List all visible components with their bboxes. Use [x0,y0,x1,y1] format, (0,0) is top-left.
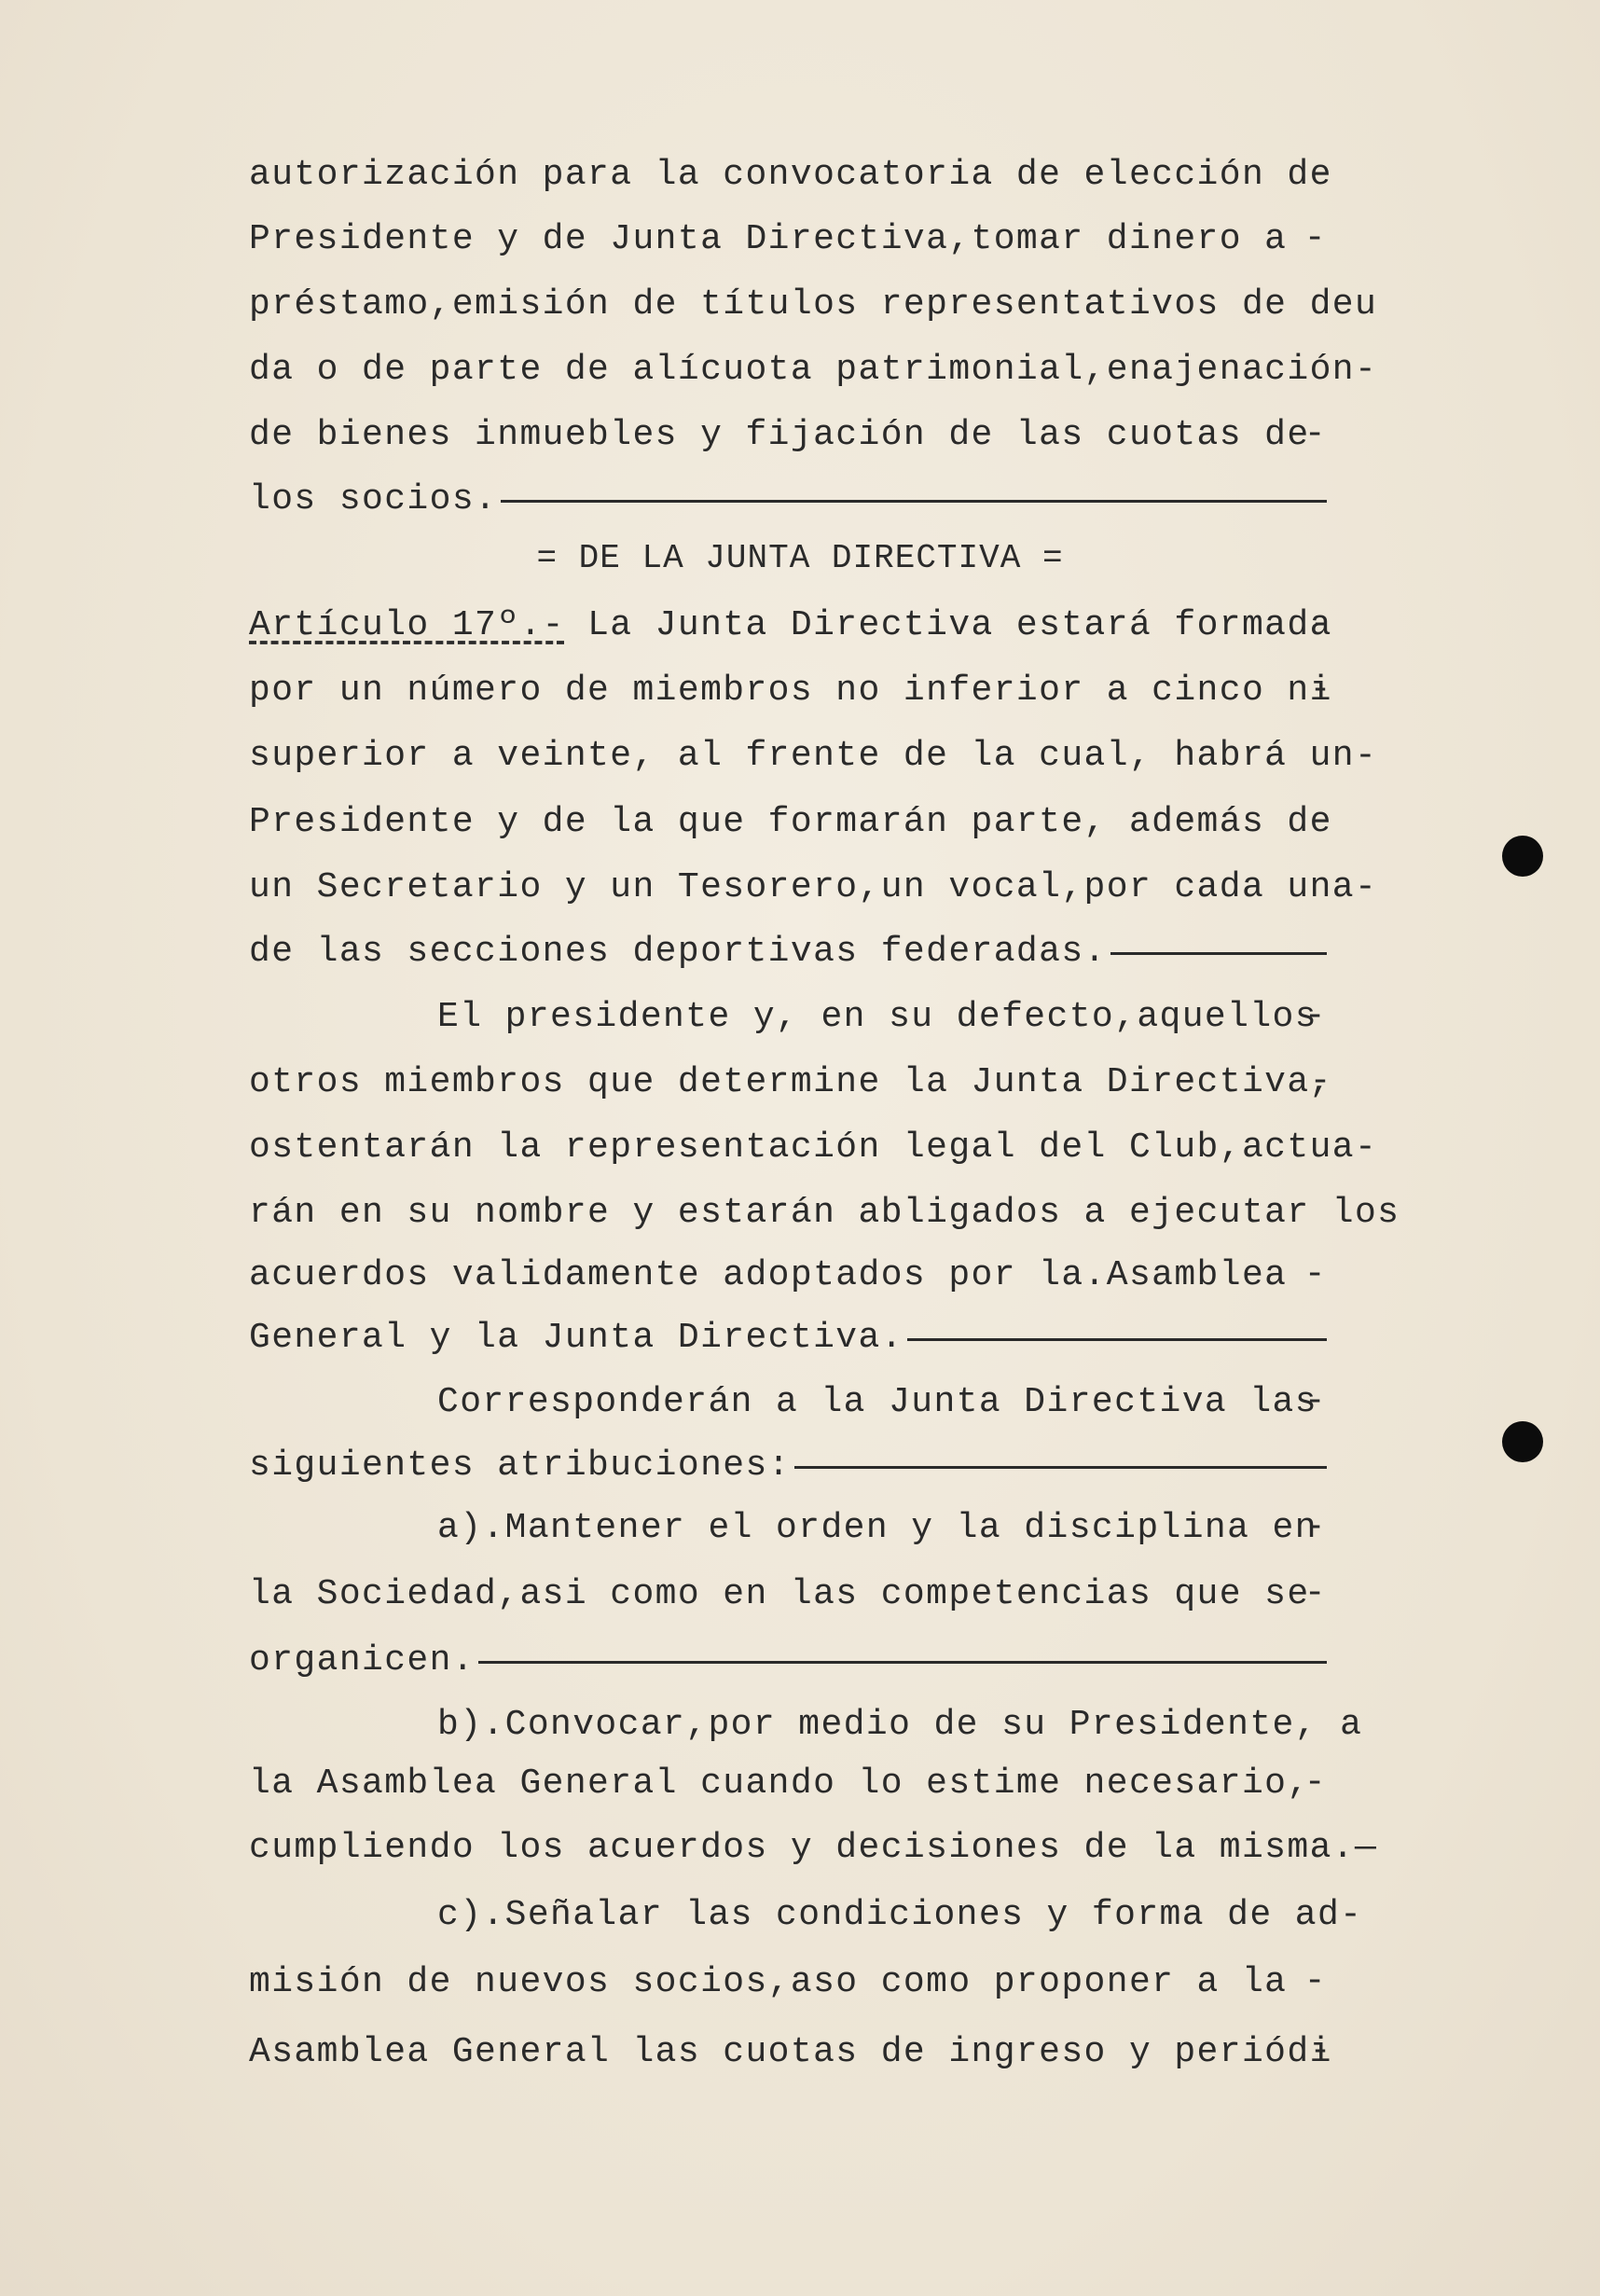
line-end-hyphen [1310,1760,1327,1806]
line-text: Asamblea General las cuotas de ingreso y periódi [249,2031,1332,2072]
line-end-hyphen [1310,411,1327,458]
line-fill-rule [791,1442,1327,1488]
text-line [249,411,1327,458]
line-text: El presidente y, en su defecto,aquellos [437,996,1317,1037]
line-text: a).Mantener el orden y la disciplina en [437,1507,1317,1548]
line-end-hyphen [1287,215,1327,262]
line-end-hyphen [1317,1504,1327,1551]
text-line [249,798,1332,845]
line-text: Presidente y de Junta Directiva,tomar dinero a [249,218,1288,259]
line-fill-rule [1107,928,1327,975]
text-line [249,2028,1332,2075]
line-end-hyphen [1317,993,1327,1040]
text-line [249,928,1327,975]
line-text: otros miembros que determine la Junta Directiva, [249,1061,1332,1102]
line-text: la Asamblea General cuando lo estime necesario, [249,1763,1310,1804]
text-line [249,1701,1363,1748]
text-line [249,346,1378,393]
line-text: ostentarán la representación legal del Club,actua- [249,1127,1378,1168]
line-fill-rule [497,476,1327,522]
line-text: préstamo,emisión de títulos representativos de deu [249,284,1378,325]
text-line [249,215,1327,262]
punch-hole [1502,1421,1543,1462]
line-end-hyphen [1287,1958,1327,2005]
text-line [249,1378,1327,1425]
line-text: misión de nuevos socios,aso como proponer a la [249,1961,1288,2002]
line-fill-rule [903,1314,1327,1361]
text-line [249,1124,1378,1170]
line-text: siguientes atribuciones: [249,1445,791,1486]
line-fill-rule [475,1637,1327,1683]
text-line [249,1824,1378,1871]
line-end-hyphen [1310,1570,1327,1617]
article-label: Artículo 17º.- [249,604,565,645]
text-line [249,1252,1327,1298]
line-text: acuerdos validamente adoptados por la.Asamblea [249,1254,1288,1295]
line-text: por un número de miembros no inferior a cinco ni [249,670,1332,711]
text-line [249,602,1332,648]
line-text: Presidente y de la que formarán parte, además de [249,801,1332,842]
line-text: cumpliendo los acuerdos y decisiones de la misma.— [249,1827,1378,1868]
text-line [249,1189,1400,1236]
line-text: superior a veinte, al frente de la cual, habrá un- [249,735,1378,776]
text-line [249,476,1327,522]
text-line [249,151,1332,198]
text-line [249,667,1332,713]
line-text: un Secretario y un Tesorero,un vocal,por cada una- [249,866,1378,907]
line-text: rán en su nombre y estarán abligados a ejecutar los [249,1192,1400,1233]
line-text: la Sociedad,asi como en las competencias que se [249,1573,1310,1614]
text-line [249,993,1327,1040]
text-line [249,281,1378,327]
text-line [249,1760,1327,1806]
text-line [249,1958,1327,2005]
line-text: organicen. [249,1639,476,1681]
line-text: c).Señalar las condiciones y forma de ad- [437,1894,1363,1935]
section-heading: = DE LA JUNTA DIRECTIVA = [536,539,1064,577]
text-line [249,1570,1327,1617]
line-text: de bienes inmuebles y fijación de las cuotas de [249,414,1310,455]
text-line [249,1442,1327,1488]
line-end-hyphen [1287,1252,1327,1298]
text-line [249,1058,1332,1105]
line-text: General y la Junta Directiva. [249,1317,903,1358]
text-line [249,864,1378,910]
line-text: autorización para la convocatoria de elección de [249,154,1332,195]
text-line [249,1891,1363,1938]
text-line [249,1314,1327,1361]
line-text: da o de parte de alícuota patrimonial,enajenación- [249,349,1378,390]
text-line [249,1504,1327,1551]
line-text: La Junta Directiva estará formada [564,604,1332,645]
punch-hole [1502,836,1543,877]
text-line [249,732,1378,779]
line-text: los socios. [249,478,498,519]
line-text: de las secciones deportivas federadas. [249,931,1107,972]
line-end-hyphen [1317,1378,1327,1425]
line-text: Corresponderán a la Junta Directiva las [437,1381,1317,1422]
line-text: b).Convocar,por medio de su Presidente, a [437,1704,1363,1745]
text-line [249,1637,1327,1683]
